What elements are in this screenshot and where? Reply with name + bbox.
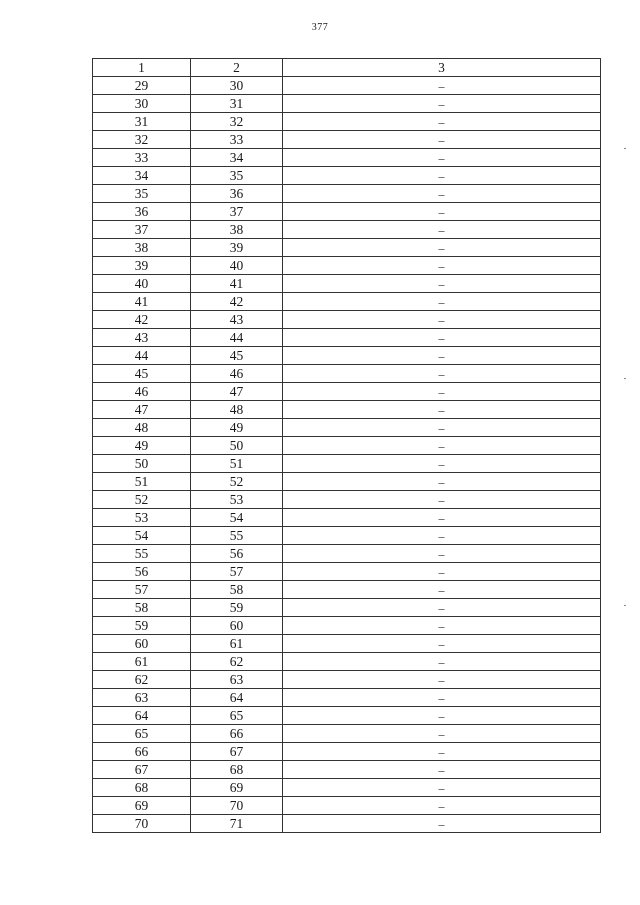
table-row: [93, 707, 601, 725]
table-cell-col1: 34: [93, 167, 191, 185]
table-cell-col3: –: [283, 653, 601, 671]
table-row: [93, 455, 601, 473]
table-row: [93, 545, 601, 563]
table-cell-col2: 64: [191, 689, 283, 707]
table-cell-col1: 64: [93, 707, 191, 725]
table-cell-col3: –: [283, 293, 601, 311]
table-cell-col3: –: [283, 581, 601, 599]
table-row: [93, 527, 601, 545]
table-cell-col2: 68: [191, 761, 283, 779]
table-cell-col2: 31: [191, 95, 283, 113]
table-row: [93, 473, 601, 491]
table-cell-col1: 66: [93, 743, 191, 761]
table-cell-col3: –: [283, 635, 601, 653]
table-cell-col2: 45: [191, 347, 283, 365]
table-row: [93, 581, 601, 599]
table-cell-col2: 59: [191, 599, 283, 617]
table-row: [93, 401, 601, 419]
table-cell-col2: 44: [191, 329, 283, 347]
table-cell-col3: –: [283, 95, 601, 113]
table-cell-col3: –: [283, 455, 601, 473]
table-row: [93, 725, 601, 743]
table-row: [93, 221, 601, 239]
table-row: [93, 293, 601, 311]
table-cell-col1: 70: [93, 815, 191, 833]
table-cell-col3: –: [283, 473, 601, 491]
table-cell-col3: –: [283, 275, 601, 293]
table-row: [93, 365, 601, 383]
table-cell-col3: –: [283, 383, 601, 401]
table-cell-col3: –: [283, 149, 601, 167]
margin-mark: [624, 378, 626, 379]
table-row: [93, 689, 601, 707]
table-cell-col2: 66: [191, 725, 283, 743]
table-cell-col1: 55: [93, 545, 191, 563]
table-cell-col1: 56: [93, 563, 191, 581]
table-cell-col2: 38: [191, 221, 283, 239]
table-cell-col2: 60: [191, 617, 283, 635]
table-cell-col2: 46: [191, 365, 283, 383]
table-cell-col1: 41: [93, 293, 191, 311]
table-cell-col3: –: [283, 527, 601, 545]
table-cell-col1: 63: [93, 689, 191, 707]
table-cell-col2: 41: [191, 275, 283, 293]
page-number: 377: [311, 22, 329, 33]
table-cell-col1: 31: [93, 113, 191, 131]
table-row: [93, 743, 601, 761]
table-cell-col2: 54: [191, 509, 283, 527]
table-cell-col3: –: [283, 689, 601, 707]
table-cell-col1: 37: [93, 221, 191, 239]
table-cell-col2: 51: [191, 455, 283, 473]
table-cell-col1: 62: [93, 671, 191, 689]
table-cell-col1: 54: [93, 527, 191, 545]
table-cell-col2: 52: [191, 473, 283, 491]
table-cell-col1: 35: [93, 185, 191, 203]
table-header-row: [93, 59, 601, 77]
table-cell-col3: –: [283, 419, 601, 437]
table-cell-col1: 59: [93, 617, 191, 635]
table-cell-col3: –: [283, 239, 601, 257]
table-cell-col1: 36: [93, 203, 191, 221]
table-row: [93, 599, 601, 617]
table-cell-col1: 53: [93, 509, 191, 527]
table-cell-col2: 67: [191, 743, 283, 761]
table-cell-col3: –: [283, 599, 601, 617]
table-cell-col2: 65: [191, 707, 283, 725]
table-cell-col3: –: [283, 725, 601, 743]
table-cell-col3: –: [283, 779, 601, 797]
table-row: [93, 167, 601, 185]
margin-mark: [624, 605, 626, 606]
table-cell-col3: –: [283, 113, 601, 131]
table-cell-col1: 68: [93, 779, 191, 797]
table-row: [93, 671, 601, 689]
table-row: [93, 95, 601, 113]
table-cell-col2: 61: [191, 635, 283, 653]
table-cell-col3: –: [283, 77, 601, 95]
table-cell-col1: 49: [93, 437, 191, 455]
table-cell-col3: –: [283, 347, 601, 365]
table-cell-col2: 56: [191, 545, 283, 563]
table-cell-col1: 61: [93, 653, 191, 671]
table-row: [93, 77, 601, 95]
table-cell-col2: 48: [191, 401, 283, 419]
table-cell-col1: 30: [93, 95, 191, 113]
column-header-1: 1: [93, 59, 191, 77]
table-cell-col2: 34: [191, 149, 283, 167]
table-row: [93, 797, 601, 815]
table-cell-col1: 48: [93, 419, 191, 437]
table-cell-col3: –: [283, 221, 601, 239]
table-cell-col1: 51: [93, 473, 191, 491]
table-cell-col2: 71: [191, 815, 283, 833]
table-cell-col2: 32: [191, 113, 283, 131]
table-cell-col1: 39: [93, 257, 191, 275]
table-cell-col3: –: [283, 509, 601, 527]
table-cell-col2: 39: [191, 239, 283, 257]
table-cell-col1: 58: [93, 599, 191, 617]
table-row: [93, 311, 601, 329]
table-cell-col3: –: [283, 311, 601, 329]
data-table: [92, 58, 601, 833]
table-cell-col2: 62: [191, 653, 283, 671]
table-cell-col3: –: [283, 671, 601, 689]
table-cell-col1: 29: [93, 77, 191, 95]
table-cell-col1: 50: [93, 455, 191, 473]
table-cell-col3: –: [283, 491, 601, 509]
table-cell-col1: 47: [93, 401, 191, 419]
table-cell-col2: 49: [191, 419, 283, 437]
table-cell-col3: –: [283, 815, 601, 833]
table-cell-col3: –: [283, 329, 601, 347]
table-cell-col2: 70: [191, 797, 283, 815]
table-cell-col2: 58: [191, 581, 283, 599]
table-row: [93, 329, 601, 347]
table-cell-col2: 53: [191, 491, 283, 509]
table-cell-col2: 40: [191, 257, 283, 275]
table-cell-col1: 67: [93, 761, 191, 779]
table-cell-col1: 65: [93, 725, 191, 743]
table-cell-col2: 42: [191, 293, 283, 311]
table-cell-col3: –: [283, 401, 601, 419]
table-row: [93, 185, 601, 203]
table-cell-col3: –: [283, 797, 601, 815]
table-cell-col3: –: [283, 437, 601, 455]
table-row: [93, 383, 601, 401]
table-cell-col1: 33: [93, 149, 191, 167]
table-cell-col1: 69: [93, 797, 191, 815]
table-cell-col1: 52: [93, 491, 191, 509]
table-body: [93, 77, 601, 833]
table-cell-col2: 69: [191, 779, 283, 797]
table-cell-col2: 50: [191, 437, 283, 455]
table-row: [93, 617, 601, 635]
table-row: [93, 779, 601, 797]
table-cell-col2: 57: [191, 563, 283, 581]
table-row: [93, 419, 601, 437]
table-row: [93, 761, 601, 779]
table-row: [93, 131, 601, 149]
table-row: [93, 491, 601, 509]
table-cell-col2: 55: [191, 527, 283, 545]
table-cell-col1: 42: [93, 311, 191, 329]
table-row: [93, 239, 601, 257]
table-cell-col3: –: [283, 563, 601, 581]
table-row: [93, 149, 601, 167]
table-cell-col2: 35: [191, 167, 283, 185]
table-row: [93, 347, 601, 365]
table-cell-col1: 38: [93, 239, 191, 257]
table-cell-col3: –: [283, 761, 601, 779]
table-cell-col1: 40: [93, 275, 191, 293]
table-row: [93, 653, 601, 671]
table-row: [93, 509, 601, 527]
table-cell-col1: 60: [93, 635, 191, 653]
table-cell-col1: 57: [93, 581, 191, 599]
table-cell-col3: –: [283, 257, 601, 275]
margin-mark: [624, 148, 626, 149]
table-row: [93, 563, 601, 581]
table-cell-col3: –: [283, 203, 601, 221]
table-cell-col2: 37: [191, 203, 283, 221]
table-row: [93, 113, 601, 131]
table-cell-col1: 44: [93, 347, 191, 365]
table-row: [93, 437, 601, 455]
data-table-container: [92, 58, 600, 833]
table-cell-col2: 47: [191, 383, 283, 401]
table-cell-col1: 43: [93, 329, 191, 347]
table-cell-col2: 33: [191, 131, 283, 149]
table-cell-col2: 63: [191, 671, 283, 689]
table-cell-col2: 36: [191, 185, 283, 203]
table-cell-col3: –: [283, 545, 601, 563]
table-row: [93, 257, 601, 275]
table-cell-col1: 45: [93, 365, 191, 383]
table-cell-col3: –: [283, 617, 601, 635]
table-row: [93, 203, 601, 221]
table-cell-col3: –: [283, 365, 601, 383]
table-cell-col3: –: [283, 131, 601, 149]
table-cell-col3: –: [283, 167, 601, 185]
table-row: [93, 635, 601, 653]
table-cell-col1: 32: [93, 131, 191, 149]
column-header-2: 2: [191, 59, 283, 77]
table-row: [93, 275, 601, 293]
table-cell-col3: –: [283, 707, 601, 725]
table-cell-col3: –: [283, 743, 601, 761]
table-cell-col2: 30: [191, 77, 283, 95]
table-row: [93, 815, 601, 833]
table-cell-col3: –: [283, 185, 601, 203]
table-cell-col1: 46: [93, 383, 191, 401]
table-cell-col2: 43: [191, 311, 283, 329]
column-header-3: 3: [283, 59, 601, 77]
